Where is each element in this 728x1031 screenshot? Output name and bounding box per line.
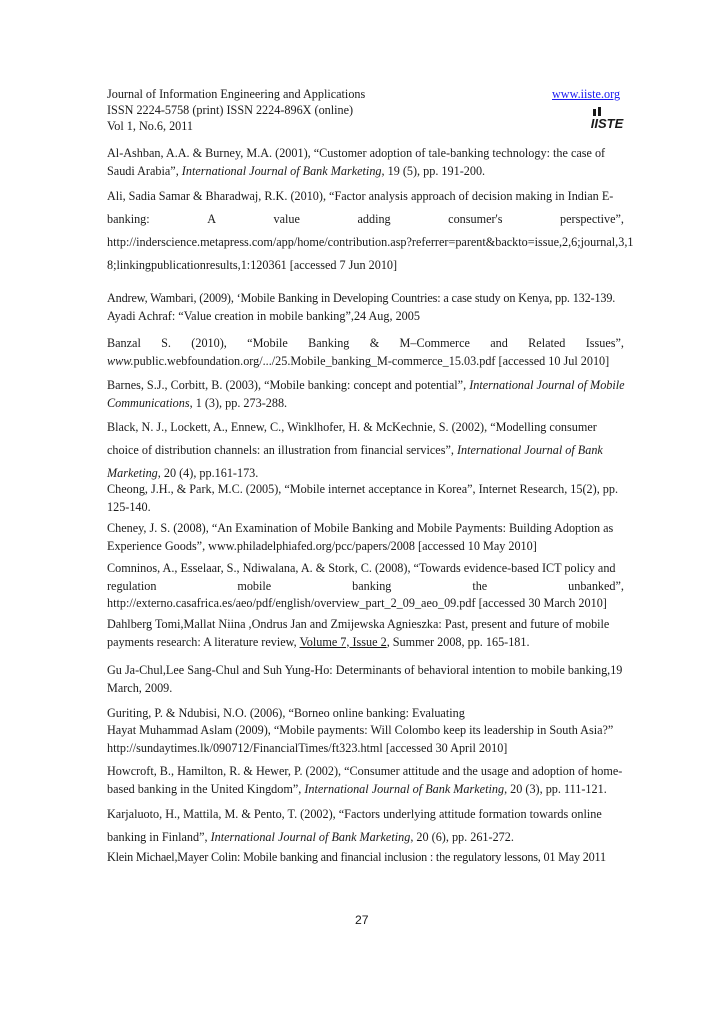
reference-text: Saudi Arabia”,: [107, 163, 182, 178]
word: (2010),: [191, 336, 227, 350]
journal-title: Communications: [107, 395, 190, 410]
word: regulation: [107, 578, 157, 593]
reference-item: [107, 145, 624, 180]
word: banking:: [107, 212, 150, 226]
word: A: [207, 212, 216, 226]
reference-text: , 20 (3), pp. 111-121.: [504, 781, 607, 796]
word: the: [472, 578, 488, 593]
reference-line: Comninos, A., Esselaar, S., Ndiwalana, A. & Stork, C. (2008), “Towards evidence-based ICT policy and: [107, 561, 616, 575]
reference-url: http://inderscience.metapress.com/app/home/contribution.asp?referrer=parent&backto=issue,2,6;journal,3,1: [107, 235, 634, 249]
word: “Mobile: [247, 336, 288, 350]
reference-text: , 20 (6), pp. 261-272.: [410, 830, 514, 844]
reference-item: [107, 722, 624, 757]
reference-text: , Summer 2008, pp. 165-181.: [386, 634, 530, 649]
word: adding: [357, 212, 391, 226]
justified-line: [107, 335, 624, 353]
reference-line: Cheney, J. S. (2008), “An Examination of Mobile Banking and Mobile Payments: Building Adoption as: [107, 521, 614, 535]
word: Issues”,: [585, 336, 624, 350]
justified-line: [107, 578, 624, 596]
word: perspective”,: [560, 212, 624, 226]
reference-text: banking in Finland”,: [107, 830, 211, 844]
reference-line: Karjaluoto, H., Mattila, M. & Pento, T. (2002), “Factors underlying attitude formation towards online: [107, 807, 602, 821]
reference-item: [107, 416, 624, 485]
reference-item: [107, 849, 624, 867]
reference-line: Gu Ja-Chul,Lee Sang-Chul and Suh Yung-Ho: Determinants of behavioral intention to mobile banking,19: [107, 663, 623, 677]
reference-text: Barnes, S.J., Corbitt, B. (2003), “Mobile banking: concept and potential”,: [107, 378, 470, 392]
volume-issue-link[interactable]: Volume 7, Issue 2: [299, 634, 387, 649]
reference-line: Ali, Sadia Samar & Bharadwaj, R.K. (2010), “Factor analysis approach of decision making in Indian E-: [107, 189, 614, 203]
journal-name: Journal of Information Engineering and Applications: [107, 87, 366, 101]
iiste-logo: [590, 104, 624, 132]
word: and: [490, 336, 508, 350]
reference-item: [107, 335, 624, 370]
word: consumer's: [448, 212, 503, 226]
reference-item: [107, 481, 624, 516]
reference-line: Dahlberg Tomi,Mallat Niina ,Ondrus Jan and Zmijewska Agnieszka: Past, present and future of mobile: [107, 617, 610, 631]
reference-line: Experience Goods”, www.philadelphiafed.org/pcc/papers/2008 [accessed 10 May 2010]: [107, 538, 537, 553]
reference-item: [107, 308, 624, 326]
reference-text: 19 (5), pp. 191-200.: [384, 163, 486, 178]
word: value: [273, 212, 300, 226]
reference-line: Howcroft, B., Hamilton, R. & Hewer, P. (2002), “Consumer attitude and the usage and adoption of home-: [107, 764, 623, 778]
reference-line: Andrew, Wambari, (2009), ‘Mobile Banking in Developing Countries: a case study on Kenya, pp. 132-139.: [107, 291, 616, 305]
journal-title: International Journal of Bank: [456, 443, 603, 457]
reference-line: Ayadi Achraf: “Value creation in mobile banking”,24 Aug, 2005: [107, 309, 420, 323]
reference-url: http://sundaytimes.lk/090712/FinancialTimes/ft323.html [accessed 30 April 2010]: [107, 740, 508, 755]
justified-line: [107, 208, 624, 231]
reference-text: , 1 (3), pp. 273-288.: [189, 395, 288, 410]
word: banking: [352, 578, 392, 593]
journal-url-link[interactable]: www.iiste.org: [552, 87, 621, 101]
journal-title: International Journal of Bank Marketing: [210, 830, 411, 844]
reference-url: http://externo.casafrica.es/aeo/pdf/english/overview_part_2_09_aeo_09.pdf [accessed 30 March 2010]: [107, 596, 607, 610]
reference-text: based banking in the United Kingdom”,: [107, 781, 305, 796]
reference-line: Hayat Muhammad Aslam (2009), “Mobile payments: Will Colombo keep its leadership in South Asia?”: [107, 723, 614, 737]
reference-line: 8;linkingpublicationresults,1:120361 [accessed 7 Jun 2010]: [107, 258, 398, 272]
reference-item: [107, 290, 624, 308]
reference-line: Guriting, P. & Ndubisi, N.O. (2006), “Borneo online banking: Evaluating: [107, 706, 465, 720]
journal-title: International Journal of Mobile: [469, 378, 625, 392]
issn-line: ISSN 2224-5758 (print) ISSN 2224-896X (online): [107, 103, 354, 117]
word: S.: [161, 336, 171, 350]
reference-item: [107, 616, 624, 651]
word: Banking: [308, 336, 350, 350]
word: mobile: [237, 578, 272, 593]
reference-item: [107, 763, 624, 798]
word: M–Commerce: [399, 336, 470, 350]
reference-text: payments research: A literature review,: [107, 634, 300, 649]
reference-line: Black, N. J., Lockett, A., Ennew, C., Winklhofer, H. & McKechnie, S. (2002), “Modelling consumer: [107, 420, 597, 434]
reference-item: [107, 377, 624, 412]
reference-item: [107, 662, 624, 697]
reference-text: , 20 (4), pp.161-173.: [157, 466, 259, 480]
reference-line: Al-Ashban, A.A. & Burney, M.A. (2001), “Customer adoption of tale-banking technology: the case of: [107, 146, 606, 160]
journal-title: International Journal of Bank Marketing: [304, 781, 505, 796]
reference-text: www.: [107, 353, 134, 368]
reference-item: [107, 803, 624, 849]
page-number: 27: [355, 913, 369, 927]
reference-line: 125-140.: [107, 499, 151, 514]
word: unbanked”,: [568, 578, 624, 593]
reference-line: March, 2009.: [107, 680, 173, 695]
journal-title: Marketing: [107, 466, 158, 480]
reference-item: [107, 520, 624, 555]
reference-line: Cheong, J.H., & Park, M.C. (2005), “Mobile internet acceptance in Korea”, Internet Research, 15(2), pp.: [107, 482, 619, 496]
reference-text: choice of distribution channels: an illustration from financial services”,: [107, 443, 457, 457]
word: Related: [528, 336, 566, 350]
reference-line: Klein Michael,Mayer Colin: Mobile banking and financial inclusion : the regulatory lessons, 01 May 2011: [107, 850, 606, 864]
reference-item: [107, 705, 624, 723]
word: Banzal: [107, 336, 141, 350]
reference-item: [107, 185, 634, 277]
reference-item: [107, 560, 624, 613]
volume-line: Vol 1, No.6, 2011: [107, 119, 193, 133]
reference-url: public.webfoundation.org/.../25.Mobile_banking_M-commerce_15.03.pdf [accessed 10 Jul 2010]: [133, 353, 610, 368]
word: &: [369, 336, 380, 350]
iiste-logo-text: IISTE: [590, 116, 624, 131]
journal-title: International Journal of Bank Marketing,: [181, 163, 385, 178]
